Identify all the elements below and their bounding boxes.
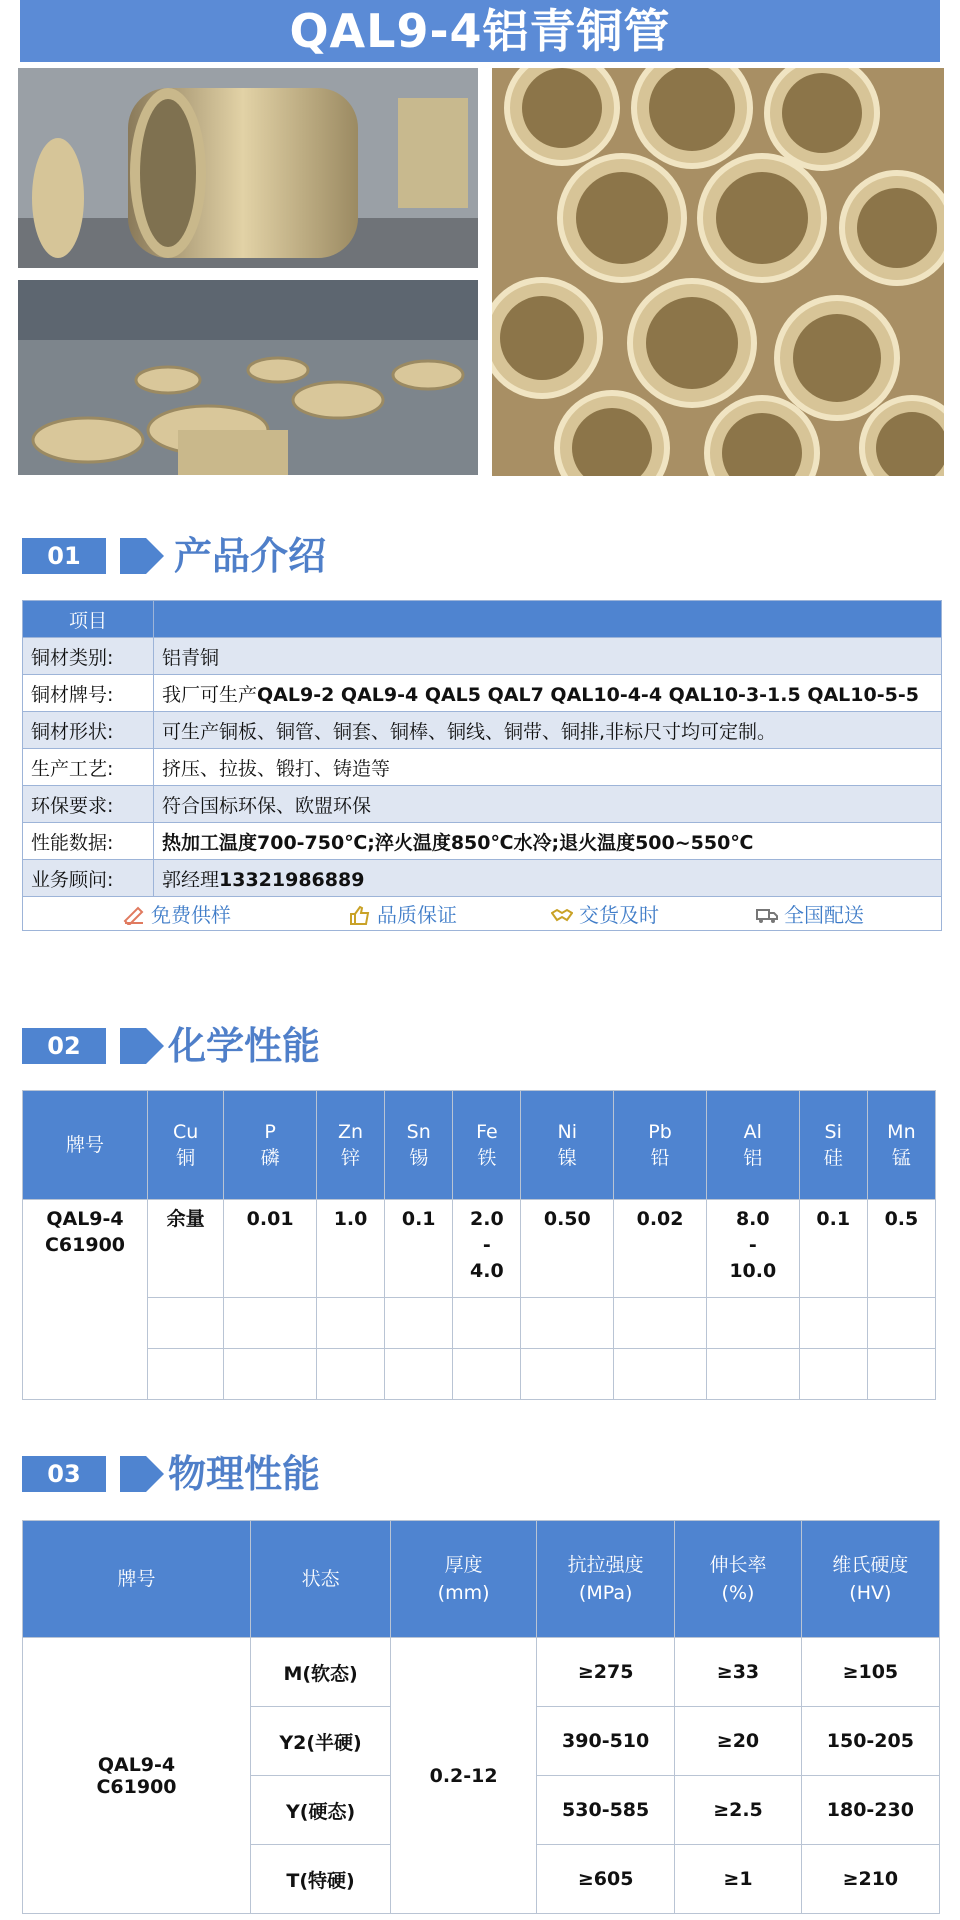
header-line: 厚度 <box>444 1554 483 1576</box>
grade-name: QAL9-4 <box>46 1208 124 1230</box>
table-row <box>23 786 942 823</box>
table-row <box>23 749 942 786</box>
grade-alias: C61900 <box>96 1775 177 1798</box>
element-header <box>867 1091 935 1200</box>
feature-label: 免费供样 <box>151 903 231 927</box>
page-banner-title: QAL9-4铝青铜管 <box>20 0 940 62</box>
value-line: 余量 <box>166 1208 205 1230</box>
element-value <box>614 1200 707 1298</box>
section-number: 02 <box>22 1028 106 1064</box>
element-value <box>799 1200 867 1298</box>
pencil-icon <box>123 905 145 925</box>
element-symbol: Zn <box>338 1121 364 1143</box>
row-value: 符合国标环保、欧盟环保 <box>154 786 942 823</box>
empty-cell <box>316 1298 384 1349</box>
element-value <box>867 1200 935 1298</box>
row-key: 铜材类别: <box>23 638 154 675</box>
table-row <box>23 675 942 712</box>
feature-strip <box>22 895 942 931</box>
table-header-row <box>23 1091 936 1200</box>
header-line: 抗拉强度 <box>567 1554 644 1576</box>
element-symbol: P <box>264 1121 276 1143</box>
grade-cell <box>23 1200 148 1400</box>
photo-large-tube <box>18 68 478 268</box>
row-key: 铜材牌号: <box>23 675 154 712</box>
value-line: 0.5 <box>884 1208 919 1230</box>
table-row <box>23 1349 936 1400</box>
element-symbol: Mn <box>887 1121 916 1143</box>
elong-cell: ≥20 <box>675 1707 801 1776</box>
feature-quality <box>349 899 457 928</box>
contact-phone: 13321986889 <box>219 868 365 891</box>
table-header-row <box>23 1521 940 1638</box>
section-02-header <box>22 1024 522 1066</box>
value-line: 0.01 <box>246 1208 294 1230</box>
row-value <box>154 860 942 897</box>
arrow-icon <box>120 1456 164 1492</box>
contact-name: 郭经理 <box>162 868 220 891</box>
section-title: 物理性能 <box>168 1452 321 1496</box>
state-cell: Y(硬态) <box>251 1776 391 1845</box>
element-name: 铝 <box>743 1147 763 1169</box>
value-line: 0.1 <box>401 1208 436 1230</box>
grade-header: 牌号 <box>23 1091 148 1200</box>
element-value <box>385 1200 453 1298</box>
element-value <box>521 1200 614 1298</box>
empty-cell <box>224 1349 317 1400</box>
elong-cell: ≥2.5 <box>675 1776 801 1845</box>
value-line: 0.02 <box>636 1208 684 1230</box>
intro-header-blank <box>154 601 942 638</box>
header-line: 维氏硬度 <box>832 1554 909 1576</box>
header-line: (MPa) <box>578 1582 633 1604</box>
empty-cell <box>148 1298 224 1349</box>
row-value: 热加工温度700-750℃;淬火温度850℃水冷;退火温度500~550℃ <box>154 823 942 860</box>
header-line: (HV) <box>849 1582 892 1604</box>
element-header <box>706 1091 799 1200</box>
value-line: 8.0 <box>735 1208 770 1230</box>
tensile-cell: ≥605 <box>537 1845 675 1914</box>
feature-label: 全国配送 <box>784 903 864 927</box>
element-name: 锌 <box>341 1147 361 1169</box>
value-line: 4.0 <box>470 1260 504 1282</box>
feature-delivery <box>551 899 659 928</box>
grade-cell <box>23 1638 251 1914</box>
elong-cell: ≥1 <box>675 1845 801 1914</box>
chemical-composition-table <box>22 1090 936 1400</box>
photo-bushings-floor <box>18 280 478 475</box>
table-row <box>23 860 942 897</box>
tensile-cell: ≥275 <box>537 1638 675 1707</box>
element-header <box>148 1091 224 1200</box>
physical-properties-table <box>22 1520 940 1914</box>
section-title: 产品介绍 <box>174 534 327 578</box>
element-symbol: Fe <box>476 1121 498 1143</box>
feature-free-sample <box>123 899 231 928</box>
tensile-cell: 530-585 <box>537 1776 675 1845</box>
empty-cell <box>521 1298 614 1349</box>
hv-cell: ≥210 <box>801 1845 939 1914</box>
elong-cell: ≥33 <box>675 1638 801 1707</box>
element-header <box>453 1091 521 1200</box>
element-header <box>799 1091 867 1200</box>
element-header <box>385 1091 453 1200</box>
element-name: 铜 <box>176 1147 196 1169</box>
element-name: 铅 <box>650 1147 670 1169</box>
thumbs-up-icon <box>349 905 371 925</box>
header-line: 牌号 <box>117 1568 156 1590</box>
row-key: 性能数据: <box>23 823 154 860</box>
empty-cell <box>453 1298 521 1349</box>
element-symbol: Pb <box>648 1121 672 1143</box>
header-line: (%) <box>721 1582 755 1604</box>
handshake-icon <box>551 905 573 925</box>
empty-cell <box>614 1349 707 1400</box>
empty-cell <box>799 1298 867 1349</box>
section-number: 03 <box>22 1456 106 1492</box>
truck-icon <box>756 905 778 925</box>
value-line: 10.0 <box>729 1260 777 1282</box>
empty-cell <box>224 1298 317 1349</box>
table-row <box>23 638 942 675</box>
empty-cell <box>453 1349 521 1400</box>
element-symbol: Si <box>824 1121 842 1143</box>
state-cell: M(软态) <box>251 1638 391 1707</box>
section-title: 化学性能 <box>168 1024 321 1068</box>
arrow-icon <box>120 538 164 574</box>
row-key: 铜材形状: <box>23 712 154 749</box>
row-key: 业务顾问: <box>23 860 154 897</box>
empty-cell <box>148 1349 224 1400</box>
empty-cell <box>385 1349 453 1400</box>
thickness-cell: 0.2-12 <box>391 1638 537 1914</box>
empty-cell <box>867 1349 935 1400</box>
value-line: 0.50 <box>543 1208 591 1230</box>
element-symbol: Al <box>743 1121 762 1143</box>
hv-cell: ≥105 <box>801 1638 939 1707</box>
element-name: 硅 <box>823 1147 843 1169</box>
element-name: 镍 <box>557 1147 577 1169</box>
column-header <box>537 1521 675 1638</box>
element-name: 锰 <box>891 1147 911 1169</box>
grade-alias: C61900 <box>44 1234 126 1256</box>
element-value <box>224 1200 317 1298</box>
empty-cell <box>799 1349 867 1400</box>
column-header <box>675 1521 801 1638</box>
element-value <box>453 1200 521 1298</box>
element-name: 锡 <box>409 1147 429 1169</box>
section-01-header <box>22 534 522 576</box>
table-row <box>23 1638 940 1707</box>
row-value: 可生产铜板、铜管、铜套、铜棒、铜线、铜带、铜排,非标尺寸均可定制。 <box>154 712 942 749</box>
value-grades: QAL9-2 QAL9-4 QAL5 QAL7 QAL10-4-4 QAL10-3-1.5 QAL10-5-5 <box>257 683 919 706</box>
element-symbol: Ni <box>557 1121 578 1143</box>
tensile-cell: 390-510 <box>537 1707 675 1776</box>
hv-cell: 150-205 <box>801 1707 939 1776</box>
row-key: 生产工艺: <box>23 749 154 786</box>
value-line: 1.0 <box>333 1208 368 1230</box>
arrow-icon <box>120 1028 164 1064</box>
column-header <box>23 1521 251 1638</box>
hv-cell: 180-230 <box>801 1776 939 1845</box>
value-line: 2.0 <box>470 1208 504 1230</box>
row-value <box>154 675 942 712</box>
table-row <box>23 1298 936 1349</box>
row-value: 铝青铜 <box>154 638 942 675</box>
value-line: - <box>748 1234 757 1256</box>
header-line: 状态 <box>301 1568 340 1590</box>
value-prefix: 我厂可生产 <box>162 683 258 706</box>
state-cell: T(特硬) <box>251 1845 391 1914</box>
empty-cell <box>385 1298 453 1349</box>
empty-cell <box>706 1298 799 1349</box>
feature-label: 交货及时 <box>579 903 659 927</box>
element-header <box>614 1091 707 1200</box>
column-header <box>391 1521 537 1638</box>
row-key: 环保要求: <box>23 786 154 823</box>
feature-shipping <box>756 899 864 928</box>
empty-cell <box>521 1349 614 1400</box>
table-row <box>23 1200 936 1298</box>
element-symbol: Cu <box>172 1121 199 1143</box>
section-03-header <box>22 1452 522 1494</box>
grade-name: QAL9-4 <box>97 1753 176 1776</box>
column-header <box>801 1521 939 1638</box>
intro-header-item: 项目 <box>23 601 154 638</box>
element-symbol: Sn <box>406 1121 431 1143</box>
empty-cell <box>614 1298 707 1349</box>
header-line: (mm) <box>437 1582 490 1604</box>
element-name: 铁 <box>477 1147 497 1169</box>
product-intro-table <box>22 600 942 897</box>
table-row <box>23 823 942 860</box>
element-header <box>224 1091 317 1200</box>
value-line: - <box>482 1234 491 1256</box>
table-row <box>23 712 942 749</box>
column-header <box>251 1521 391 1638</box>
empty-cell <box>867 1298 935 1349</box>
element-value <box>148 1200 224 1298</box>
photo-tube-ends <box>492 68 944 476</box>
header-line: 伸长率 <box>709 1554 767 1576</box>
element-value <box>316 1200 384 1298</box>
element-header <box>316 1091 384 1200</box>
section-number: 01 <box>22 538 106 574</box>
empty-cell <box>706 1349 799 1400</box>
empty-cell <box>316 1349 384 1400</box>
state-cell: Y2(半硬) <box>251 1707 391 1776</box>
value-line: 0.1 <box>816 1208 851 1230</box>
element-value <box>706 1200 799 1298</box>
element-name: 磷 <box>260 1147 280 1169</box>
row-value: 挤压、拉拔、锻打、铸造等 <box>154 749 942 786</box>
element-header <box>521 1091 614 1200</box>
feature-label: 品质保证 <box>377 903 457 927</box>
